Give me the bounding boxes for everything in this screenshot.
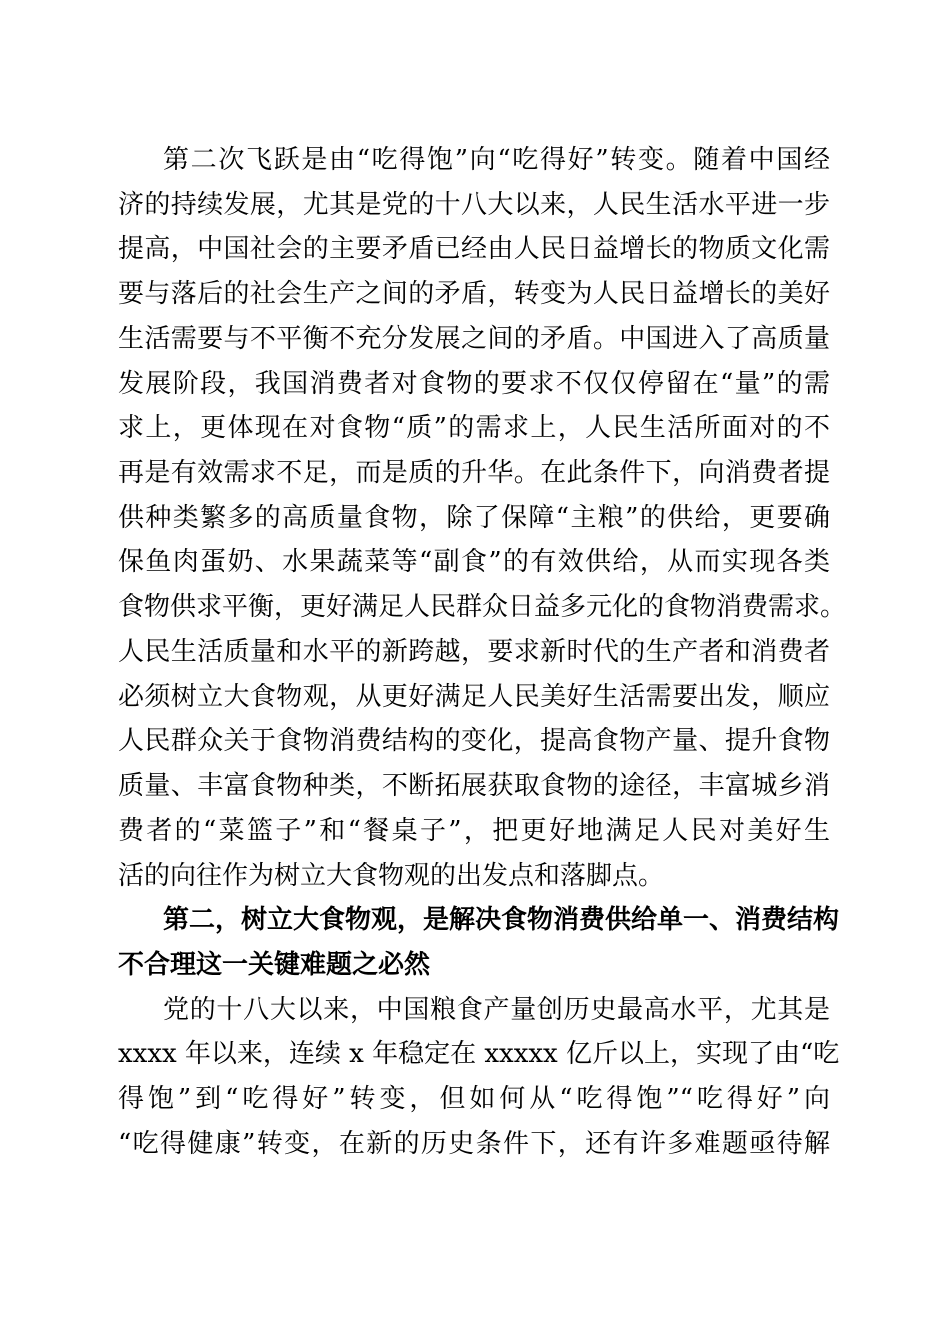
text-line: 活的向往作为树立大食物观的出发点和落脚点。 [118, 861, 665, 891]
text-line: 发展阶段，我国消费者对食物的要求不仅仅停留在“量”的需 [118, 369, 830, 399]
text-line: 济的持续发展，尤其是党的十八大以来，人民生活水平进一步 [118, 190, 830, 220]
text-line: 求上，更体现在对食物“质”的需求上，人民生活所面对的不 [118, 413, 830, 443]
text-line: 人民群众关于食物消费结构的变化，提高食物产量、提升食物 [118, 726, 830, 756]
text-line: 得饱”到“吃得好”转变，但如何从“吃得饱”“吃得好”向 [118, 1084, 830, 1114]
heading-line: 第二，树立大食物观，是解决食物消费供给单一、消费结构 [163, 905, 840, 935]
heading-line: 不合理这一关键难题之必然 [118, 950, 431, 980]
text-line: 质量、丰富食物种类，不断拓展获取食物的途径，丰富城乡消 [118, 771, 830, 801]
text-line: 党的十八大以来，中国粮食产量创历史最高水平，尤其是 [163, 995, 830, 1025]
text-line: “吃得健康”转变，在新的历史条件下，还有许多难题亟待解 [118, 1129, 830, 1159]
text-line: 费者的“菜篮子”和“餐桌子”，把更好地满足人民对美好生 [118, 816, 830, 846]
text-line: 再是有效需求不足，而是质的升华。在此条件下，向消费者提 [118, 458, 830, 488]
text-line: 人民生活质量和水平的新跨越，要求新时代的生产者和消费者 [118, 637, 830, 667]
text-line: 要与落后的社会生产之间的矛盾，转变为人民日益增长的美好 [118, 279, 830, 309]
text-line: 提高，中国社会的主要矛盾已经由人民日益增长的物质文化需 [118, 234, 830, 264]
text-line: 供种类繁多的高质量食物，除了保障“主粮”的供给，更要确 [118, 503, 830, 533]
text-line: 生活需要与不平衡不充分发展之间的矛盾。中国进入了高质量 [118, 324, 830, 354]
text-line: xxxx 年以来，连续 x 年稳定在 xxxxx 亿斤以上，实现了由“吃 [118, 1039, 840, 1069]
text-line: 必须树立大食物观，从更好满足人民美好生活需要出发，顺应 [118, 682, 830, 712]
text-line: 食物供求平衡，更好满足人民群众日益多元化的食物消费需求。 [118, 592, 847, 622]
text-line: 保鱼肉蛋奶、水果蔬菜等“副食”的有效供给，从而实现各类 [118, 547, 830, 577]
text-line: 第二次飞跃是由“吃得饱”向“吃得好”转变。随着中国经 [163, 145, 830, 175]
